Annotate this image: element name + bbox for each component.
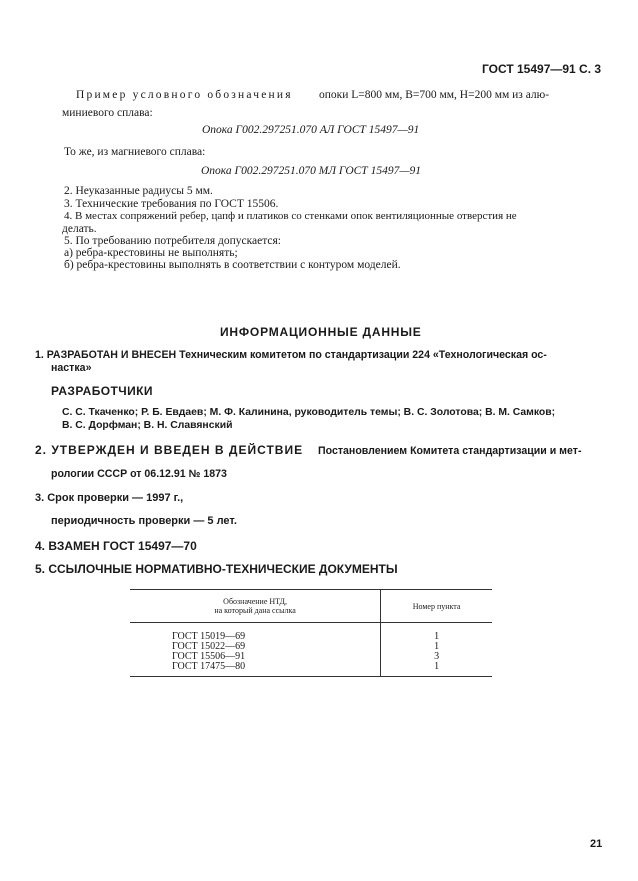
page-header-ref: ГОСТ 15497—91 С. 3 [482,62,602,76]
note-5b: б) ребра-крестовины выполнять в соответствии с контуром моделей. [64,259,401,271]
col-designation-header [130,590,381,623]
info-item-3: 3. Срок проверки — 1997 г., [35,492,184,504]
table-header-row [130,590,492,623]
page-number: 21 [590,838,603,850]
designation-al: Опока Г002.297251.070 АЛ ГОСТ 15497—91 [202,124,420,136]
info-item-2-rest: Постановлением Комитета стандартизации и мет- [318,445,582,457]
ntd-item-cell: 3 [434,651,440,662]
designation-ml: Опока Г002.297251.070 МЛ ГОСТ 15497—91 [201,165,422,177]
note-4-line1: 4. В местах сопряжений ребер, цапф и платиков со стенками опок вентиляционные отверстия не [64,210,517,222]
table-row [130,623,492,643]
developers-heading: РАЗРАБОТЧИКИ [51,384,153,398]
ntd-item-cell: 1 [434,631,440,642]
note-4-line2: делать. [62,223,97,235]
note-3: 3. Технические требования по ГОСТ 15506. [64,198,279,210]
ntd-doc-cell: ГОСТ 15019—69 [130,623,381,643]
note-2: 2. Неуказанные радиусы 5 мм. [64,185,213,197]
info-item-2-line2: рологии СССР от 06.12.91 № 1873 [51,468,227,480]
info-heading: ИНФОРМАЦИОННЫЕ ДАННЫЕ [220,325,422,339]
info-item-2-label: 2. УТВЕРЖДЕН И ВВЕДЕН В ДЕЙСТВИЕ [35,443,304,457]
table-row [130,662,492,677]
example-line2: миниевого сплава: [62,107,153,119]
info-item-5: 5. ССЫЛОЧНЫЕ НОРМАТИВНО-ТЕХНИЧЕСКИЕ ДОКУМЕНТЫ [35,562,398,576]
developers-line2: В. С. Дорфман; В. Н. Славянский [62,420,233,431]
info-item-4: 4. ВЗАМЕН ГОСТ 15497—70 [35,539,197,553]
example-lead: Пример условного обозначения [76,89,293,101]
col-designation-header-line1: Обозначение НТД, [223,597,287,606]
ntd-reference-table [130,589,492,677]
ntd-item-cell: 1 [381,662,492,677]
col-item-number-header: Номер пункта [412,601,461,611]
ntd-item-cell: 1 [434,641,440,652]
note-5: 5. По требованию потребителя допускается: [64,235,282,247]
info-item-1-line2: настка» [51,362,92,374]
ntd-doc-cell: ГОСТ 17475—80 [130,662,381,677]
magnesium-intro: То же, из магниевого сплава: [64,146,206,158]
col-designation-header-line2: на который дана ссылка [214,606,296,615]
info-item-1-line1: 1. РАЗРАБОТАН И ВНЕСЕН Техническим комитетом по стандартизации 224 «Технологическая ос- [35,349,547,361]
ntd-doc-cell: ГОСТ 15506—91 [130,652,381,662]
note-5a: а) ребра-крестовины не выполнять; [64,247,238,259]
developers-line1: С. С. Ткаченко; Р. Б. Евдаев; М. Ф. Калинина, руководитель темы; В. С. Золотова; В. М. Самков; [62,407,556,418]
info-item-3-periodicity: периодичность проверки — 5 лет. [51,515,237,527]
ntd-doc-cell: ГОСТ 15022—69 [130,642,381,652]
example-params: опоки L=800 мм, B=700 мм, H=200 мм из алю- [319,89,550,101]
